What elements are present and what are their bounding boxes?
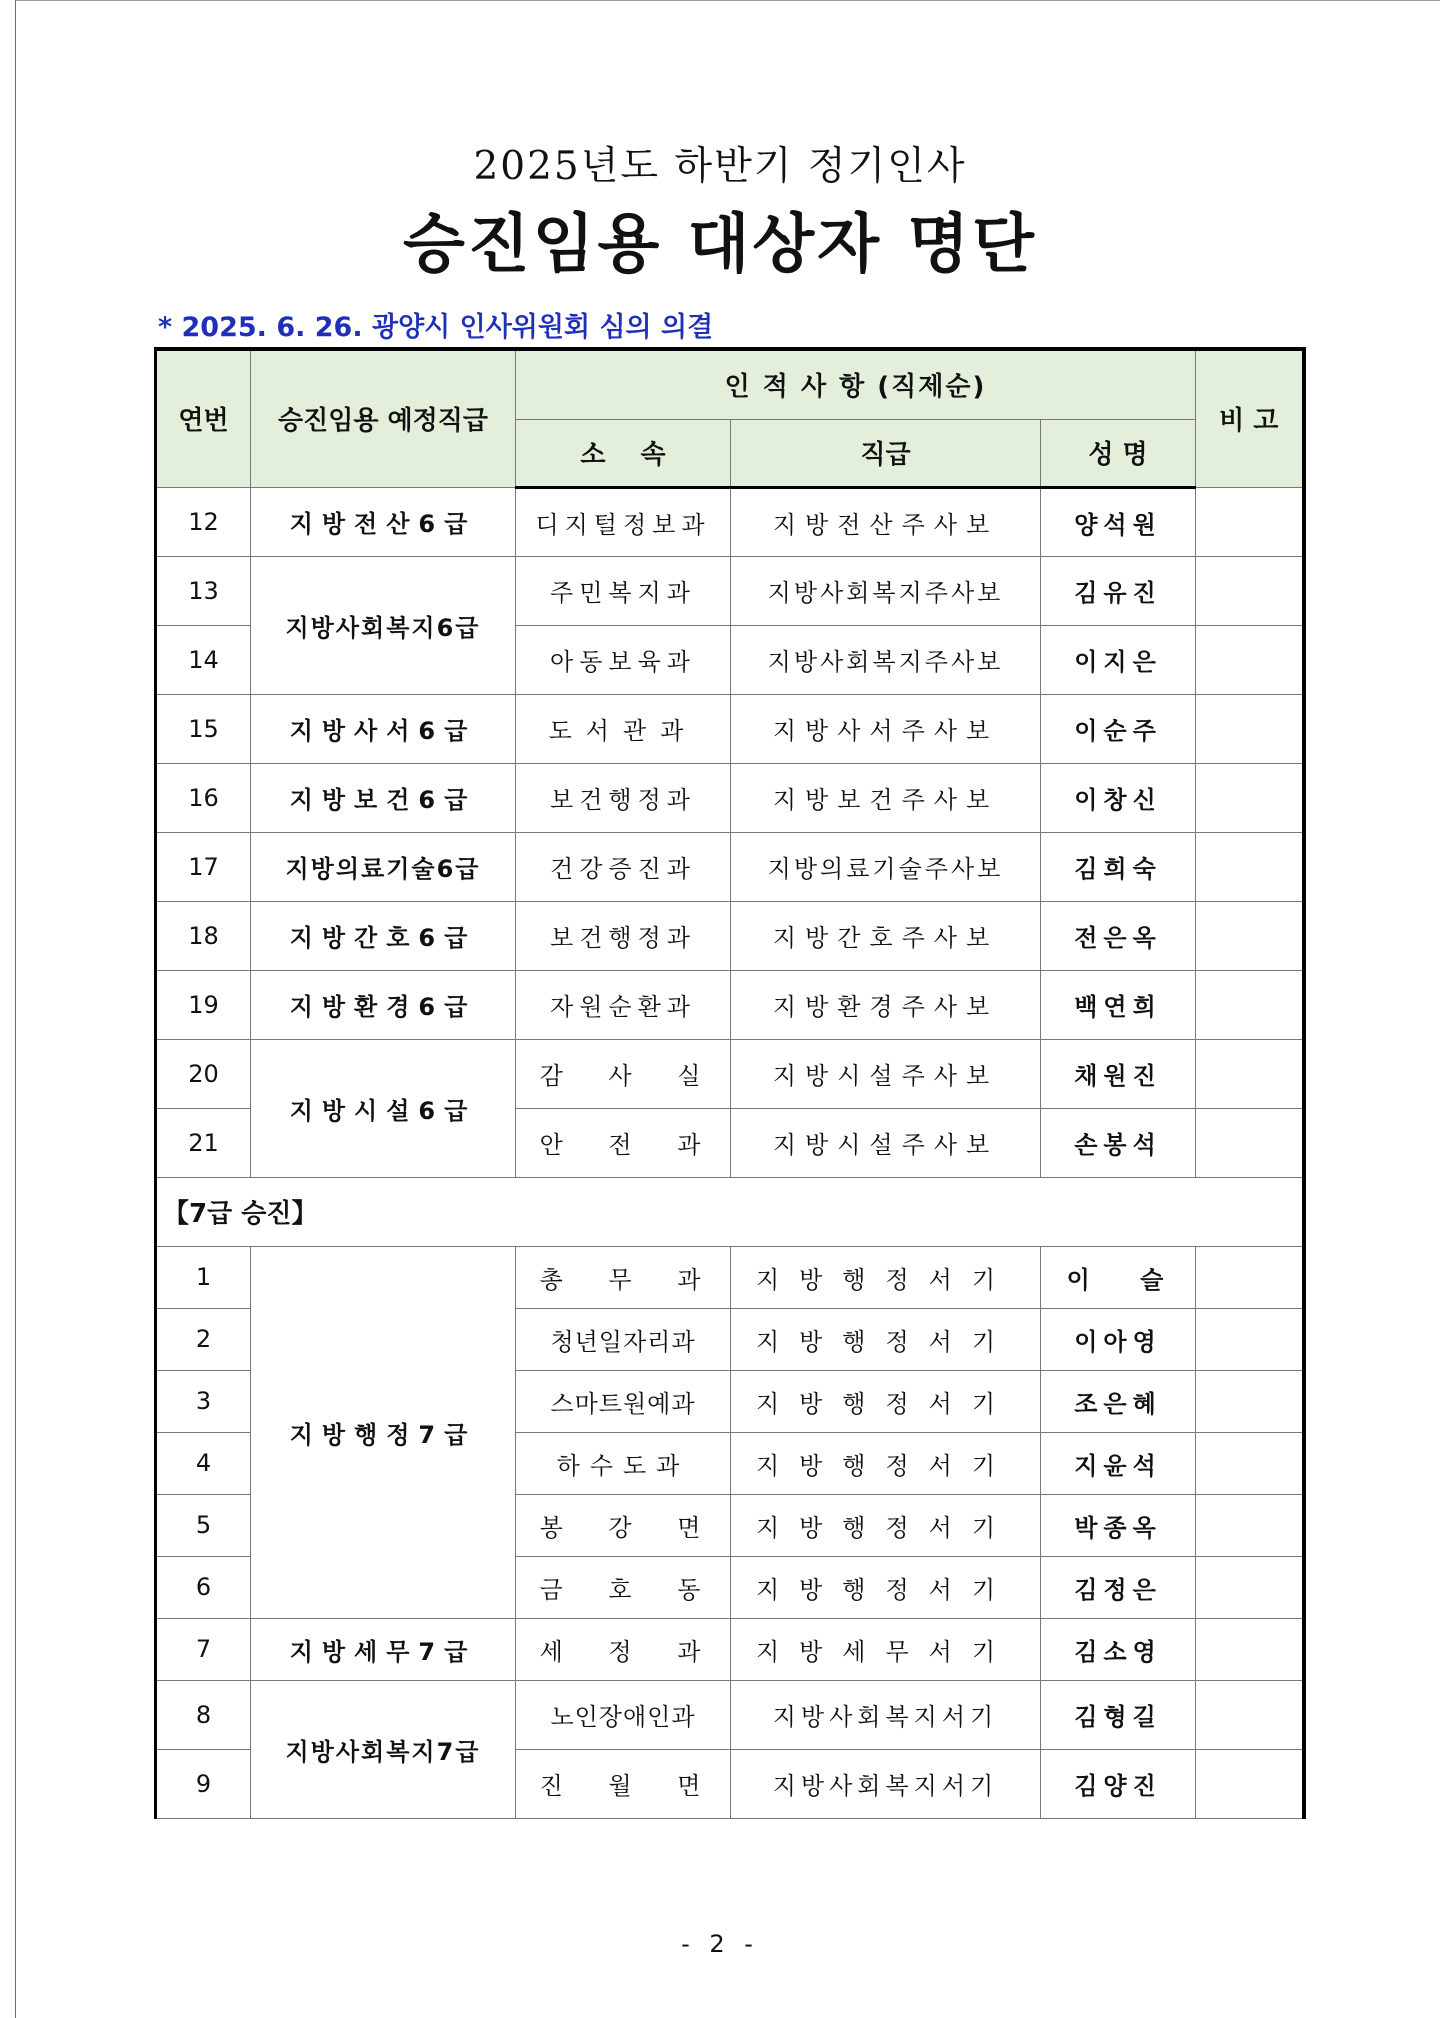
row-grade: 지방전산6급 <box>251 487 516 556</box>
row-name: 이 슬 <box>1041 1246 1196 1308</box>
document-subtitle: 2025년도 하반기 정기인사 <box>473 144 967 189</box>
header-no: 연번 <box>156 349 251 487</box>
row-number: 7 <box>156 1618 251 1680</box>
row-number: 3 <box>156 1370 251 1432</box>
row-grade: 지방사서6급 <box>251 694 516 763</box>
row-rank: 지방전산주사보 <box>731 487 1041 556</box>
row-rank: 지방사회복지주사보 <box>731 556 1041 625</box>
row-number: 4 <box>156 1432 251 1494</box>
row-number: 18 <box>156 901 251 970</box>
row-remarks <box>1196 1432 1304 1494</box>
row-number: 9 <box>156 1749 251 1818</box>
row-remarks <box>1196 970 1304 1039</box>
row-name: 박종옥 <box>1041 1494 1196 1556</box>
row-number: 21 <box>156 1108 251 1177</box>
row-remarks <box>1196 763 1304 832</box>
header-remarks: 비 고 <box>1196 349 1304 487</box>
row-grade: 지방보건6급 <box>251 763 516 832</box>
row-dept: 하수도과 <box>516 1432 731 1494</box>
row-number: 20 <box>156 1039 251 1108</box>
row-dept: 디지털정보과 <box>516 487 731 556</box>
row-dept: 노인장애인과 <box>516 1680 731 1749</box>
row-number: 1 <box>156 1246 251 1308</box>
row-rank: 지방사회복지서기 <box>731 1680 1041 1749</box>
row-number: 16 <box>156 763 251 832</box>
row-rank: 지방행정서기 <box>731 1494 1041 1556</box>
row-remarks <box>1196 1246 1304 1308</box>
row-dept: 도서관과 <box>516 694 731 763</box>
row-rank: 지방행정서기 <box>731 1308 1041 1370</box>
row-number: 6 <box>156 1556 251 1618</box>
row-dept: 건강증진과 <box>516 832 731 901</box>
row-dept: 진 월 면 <box>516 1749 731 1818</box>
page-number: - 2 - <box>681 1930 759 1958</box>
table-row <box>156 1039 1304 1108</box>
row-rank: 지방간호주사보 <box>731 901 1041 970</box>
row-name: 이순주 <box>1041 694 1196 763</box>
row-dept: 보건행정과 <box>516 763 731 832</box>
section-heading-7: 【7급 승진】 <box>156 1177 1304 1246</box>
header-name: 성 명 <box>1041 419 1196 487</box>
row-remarks <box>1196 625 1304 694</box>
row-dept: 감 사 실 <box>516 1039 731 1108</box>
row-name: 김소영 <box>1041 1618 1196 1680</box>
row-dept: 총 무 과 <box>516 1246 731 1308</box>
row-remarks <box>1196 1680 1304 1749</box>
row-remarks <box>1196 487 1304 556</box>
row-name: 이지은 <box>1041 625 1196 694</box>
row-rank: 지방사서주사보 <box>731 694 1041 763</box>
row-name: 이창신 <box>1041 763 1196 832</box>
row-dept: 주민복지과 <box>516 556 731 625</box>
table-row <box>156 487 1304 556</box>
row-name: 양석원 <box>1041 487 1196 556</box>
row-remarks <box>1196 1749 1304 1818</box>
row-number: 17 <box>156 832 251 901</box>
row-remarks <box>1196 1039 1304 1108</box>
document-title: 승진임용 대상자 명단 <box>403 208 1037 282</box>
row-remarks <box>1196 832 1304 901</box>
row-rank: 지방환경주사보 <box>731 970 1041 1039</box>
row-rank: 지방행정서기 <box>731 1432 1041 1494</box>
row-remarks <box>1196 556 1304 625</box>
row-grade: 지방사회복지7급 <box>251 1680 516 1818</box>
row-rank: 지방사회복지주사보 <box>731 625 1041 694</box>
row-dept: 보건행정과 <box>516 901 731 970</box>
page-top-border <box>15 0 1440 1</box>
row-grade: 지방의료기술6급 <box>251 832 516 901</box>
row-name: 지윤석 <box>1041 1432 1196 1494</box>
row-rank: 지방행정서기 <box>731 1556 1041 1618</box>
row-dept: 봉 강 면 <box>516 1494 731 1556</box>
row-dept: 금 호 동 <box>516 1556 731 1618</box>
row-number: 13 <box>156 556 251 625</box>
row-rank: 지방보건주사보 <box>731 763 1041 832</box>
row-number: 19 <box>156 970 251 1039</box>
row-remarks <box>1196 1308 1304 1370</box>
row-remarks <box>1196 1618 1304 1680</box>
row-remarks <box>1196 1370 1304 1432</box>
row-rank: 지방행정서기 <box>731 1370 1041 1432</box>
row-dept: 자원순환과 <box>516 970 731 1039</box>
row-number: 12 <box>156 487 251 556</box>
table-row <box>156 970 1304 1039</box>
row-dept: 청년일자리과 <box>516 1308 731 1370</box>
table-row <box>156 763 1304 832</box>
row-rank: 지방세무서기 <box>731 1618 1041 1680</box>
header-rank: 직급 <box>731 419 1041 487</box>
row-number: 14 <box>156 625 251 694</box>
header-dept: 소 속 <box>516 419 731 487</box>
row-grade: 지방시설6급 <box>251 1039 516 1177</box>
row-rank: 지방시설주사보 <box>731 1108 1041 1177</box>
row-name: 김형길 <box>1041 1680 1196 1749</box>
promotion-table <box>154 347 1306 1819</box>
row-rank: 지방의료기술주사보 <box>731 832 1041 901</box>
row-name: 조은혜 <box>1041 1370 1196 1432</box>
row-number: 8 <box>156 1680 251 1749</box>
table-row <box>156 901 1304 970</box>
row-name: 채원진 <box>1041 1039 1196 1108</box>
row-grade: 지방세무7급 <box>251 1618 516 1680</box>
row-dept: 안 전 과 <box>516 1108 731 1177</box>
row-dept: 세 정 과 <box>516 1618 731 1680</box>
row-name: 김양진 <box>1041 1749 1196 1818</box>
row-name: 김정은 <box>1041 1556 1196 1618</box>
row-rank: 지방행정서기 <box>731 1246 1041 1308</box>
row-remarks <box>1196 1494 1304 1556</box>
header-personnel: 인 적 사 항 (직제순) <box>516 349 1196 419</box>
table-row <box>156 1680 1304 1749</box>
table-row <box>156 694 1304 763</box>
row-number: 15 <box>156 694 251 763</box>
row-rank: 지방시설주사보 <box>731 1039 1041 1108</box>
page-left-border <box>15 0 16 2018</box>
row-rank: 지방사회복지서기 <box>731 1749 1041 1818</box>
row-remarks <box>1196 901 1304 970</box>
table-row <box>156 1618 1304 1680</box>
row-number: 5 <box>156 1494 251 1556</box>
row-grade: 지방행정7급 <box>251 1246 516 1618</box>
row-grade: 지방사회복지6급 <box>251 556 516 694</box>
row-name: 이아영 <box>1041 1308 1196 1370</box>
row-grade: 지방환경6급 <box>251 970 516 1039</box>
row-name: 백연희 <box>1041 970 1196 1039</box>
row-number: 2 <box>156 1308 251 1370</box>
row-dept: 스마트원예과 <box>516 1370 731 1432</box>
row-name: 김유진 <box>1041 556 1196 625</box>
table-row <box>156 1246 1304 1308</box>
row-name: 손봉석 <box>1041 1108 1196 1177</box>
resolution-note: * 2025. 6. 26. 광양시 인사위원회 심의 의결 <box>158 312 714 343</box>
header-grade: 승진임용 예정직급 <box>251 349 516 487</box>
row-dept: 아동보육과 <box>516 625 731 694</box>
row-grade: 지방간호6급 <box>251 901 516 970</box>
table-row <box>156 832 1304 901</box>
table-row <box>156 556 1304 625</box>
row-remarks <box>1196 1556 1304 1618</box>
row-remarks <box>1196 694 1304 763</box>
row-name: 전은옥 <box>1041 901 1196 970</box>
section-row <box>156 1177 1304 1246</box>
row-name: 김희숙 <box>1041 832 1196 901</box>
row-remarks <box>1196 1108 1304 1177</box>
